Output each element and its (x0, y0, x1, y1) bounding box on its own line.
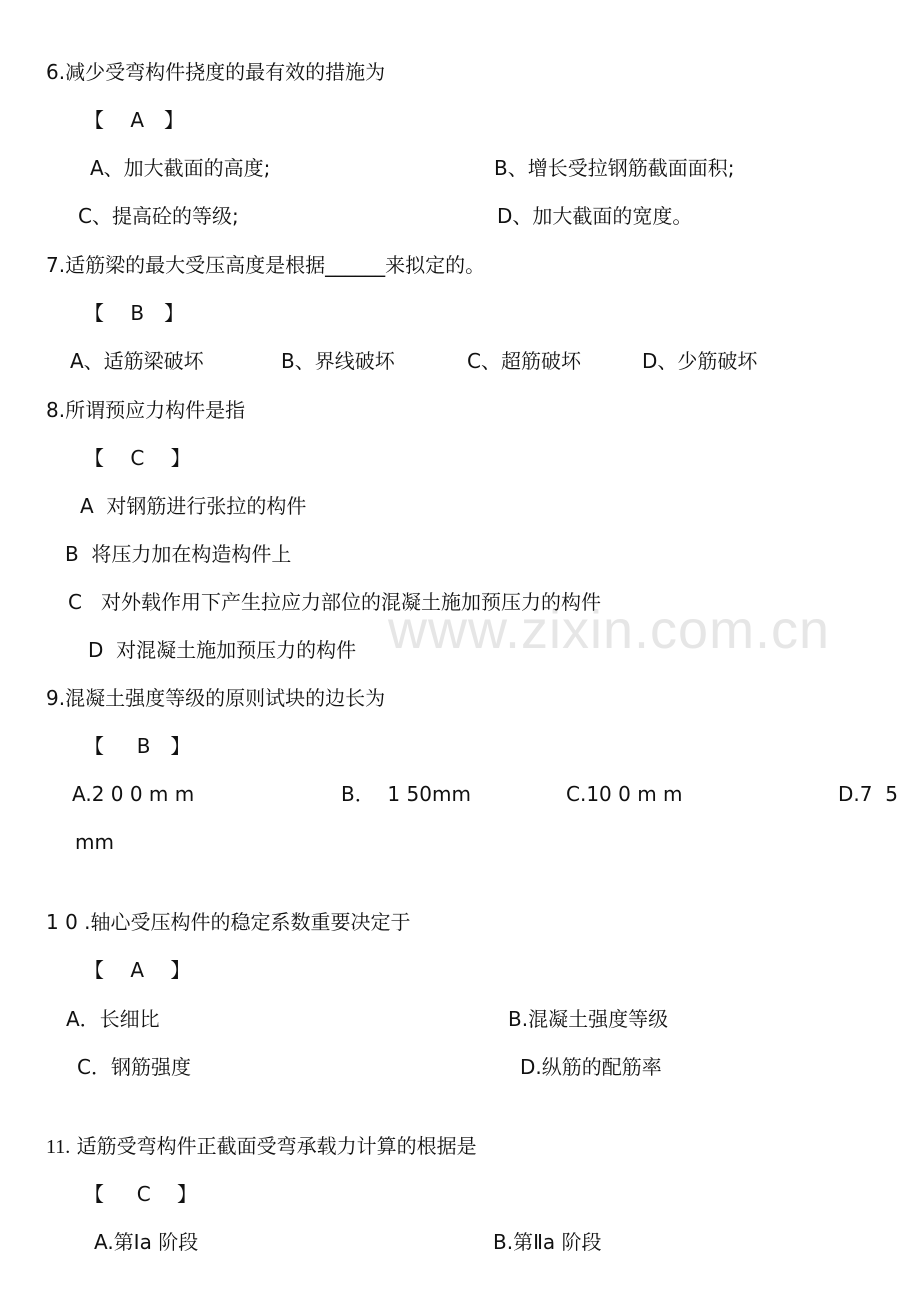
question-10-option-a: A．长细比 (66, 1007, 160, 1031)
question-7-text: 7.适筋梁的最大受压高度是根据______来拟定的。 (46, 253, 486, 277)
question-9-option-a: A.2 0 0 m m (72, 782, 195, 806)
question-9-option-d: D.7 5 (838, 782, 898, 806)
question-8-option-b: B 将压力加在构造构件上 (65, 542, 292, 566)
question-10-option-d: D.纵筋的配筋率 (520, 1055, 662, 1079)
question-9-option-d-unit: mm (75, 830, 114, 854)
question-11-answer: 【 C 】 (84, 1182, 198, 1206)
question-11-body: 适筋受弯构件正截面受弯承载力计算的根据是 (70, 1134, 477, 1158)
question-10-option-b: B.混凝土强度等级 (508, 1007, 669, 1031)
question-6-option-a: A、加大截面的高度; (90, 156, 271, 180)
question-10-text: 1 0 .轴心受压构件的稳定系数重要决定于 (46, 910, 411, 934)
question-8-option-c: C 对外载作用下产生拉应力部位的混凝土施加预压力的构件 (68, 590, 602, 614)
question-7-option-a: A、适筋梁破坏 (70, 349, 204, 373)
question-8-option-a: A 对钢筋进行张拉的构件 (80, 494, 307, 518)
question-6-text: 6.减少受弯构件挠度的最有效的措施为 (46, 60, 386, 84)
question-10-option-c: C．钢筋强度 (77, 1055, 191, 1079)
question-6-option-b: B、增长受拉钢筋截面面积; (494, 156, 735, 180)
question-9-text: 9.混凝土强度等级的原则试块的边长为 (46, 686, 386, 710)
question-8-answer: 【 C 】 (84, 446, 191, 470)
question-8-text: 8.所谓预应力构件是指 (46, 398, 246, 422)
question-7-option-d: D、少筋破坏 (642, 349, 758, 373)
question-6-answer: 【 A 】 (84, 108, 185, 132)
watermark: www.zixin.com.cn (388, 600, 831, 660)
question-11-option-b: B.第Ⅱa 阶段 (493, 1230, 602, 1254)
question-7-answer: 【 B 】 (84, 301, 185, 325)
question-8-option-d: D 对混凝土施加预压力的构件 (88, 638, 357, 662)
question-6-option-c: C、提高砼的等级; (78, 204, 239, 228)
question-7-option-b: B、界线破坏 (281, 349, 395, 373)
question-11-option-a: A.第Ⅰa 阶段 (94, 1230, 199, 1254)
question-9-option-c: C.10 0 m m (566, 782, 683, 806)
question-10-answer: 【 A 】 (84, 958, 191, 982)
question-9-answer: 【 B 】 (84, 734, 191, 758)
question-11-number: 11. (46, 1136, 71, 1158)
question-9-option-b: B． 1 50mm (341, 782, 471, 806)
question-11-text (46, 1134, 477, 1159)
question-6-option-d: D、加大截面的宽度。 (497, 204, 693, 228)
question-7-option-c: C、超筋破坏 (467, 349, 581, 373)
